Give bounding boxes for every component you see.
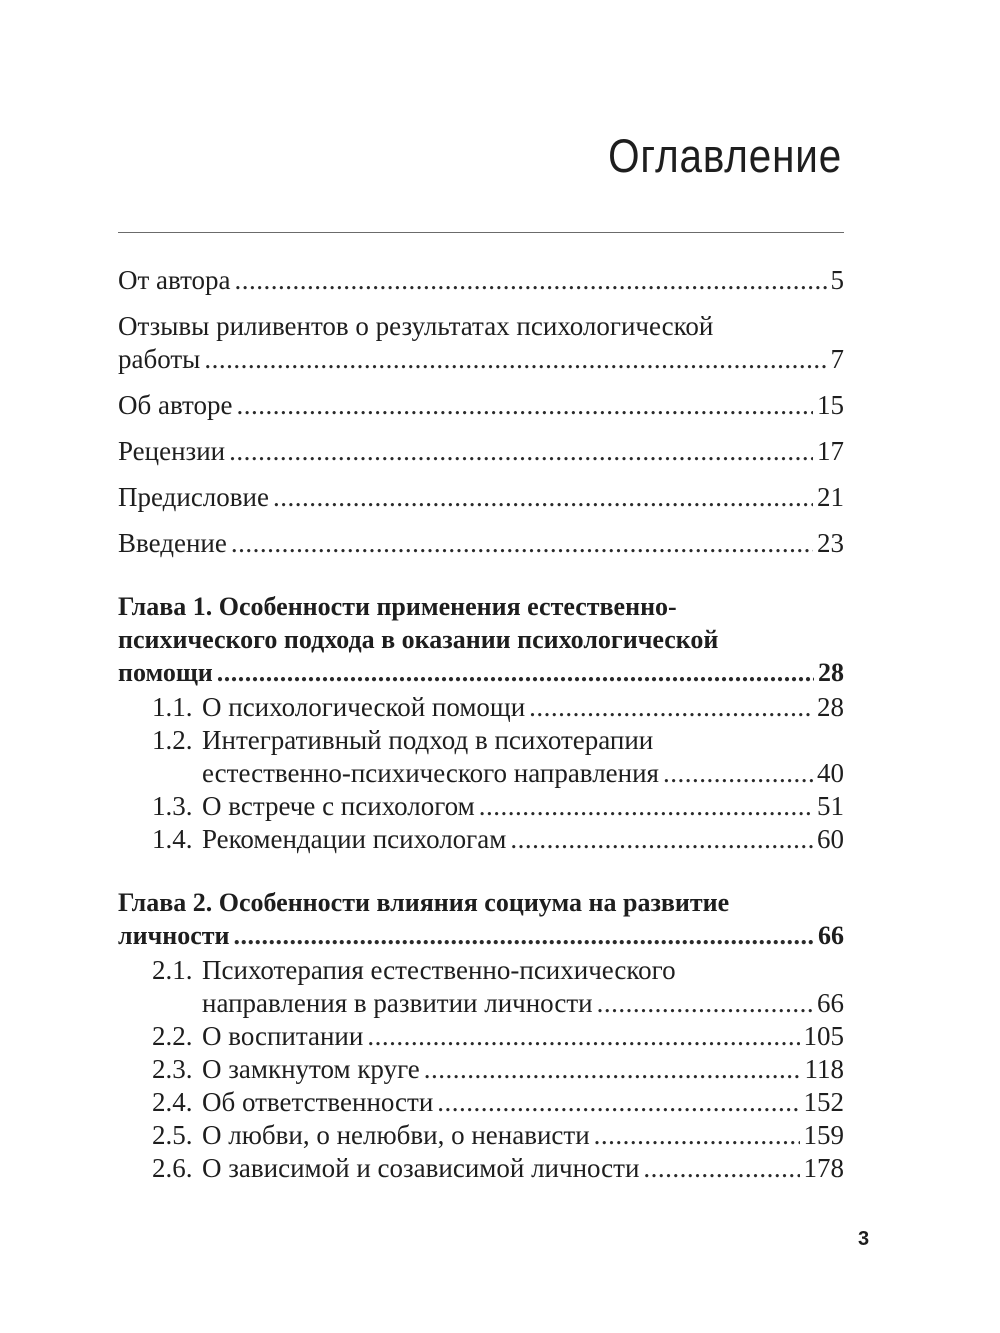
section-title: естественно-психического направления xyxy=(202,758,659,788)
section-page: 118 xyxy=(804,1054,844,1084)
toc-entry-about-author[interactable] xyxy=(118,389,844,422)
page-title: Оглавление xyxy=(608,129,842,182)
toc-section-1-3[interactable] xyxy=(118,790,844,823)
section-number: 1.4. xyxy=(152,824,193,854)
section-number: 2.6. xyxy=(152,1153,193,1183)
section-page: 105 xyxy=(803,1021,844,1051)
toc-section-1-2[interactable] xyxy=(118,724,844,790)
toc-entry-page: 21 xyxy=(817,482,844,512)
chapter-title-line: Глава 2. Особенности влияния социума на развитие xyxy=(118,888,730,917)
section-number: 2.3. xyxy=(152,1054,193,1084)
dot-leader xyxy=(424,1053,801,1086)
toc-entry-title: Рецензии xyxy=(118,436,226,466)
dot-leader xyxy=(594,1119,800,1152)
section-number: 2.1. xyxy=(152,955,193,985)
dot-leader xyxy=(236,389,813,422)
section-number: 2.5. xyxy=(152,1120,193,1150)
section-title: О замкнутом круге xyxy=(202,1054,420,1084)
toc-section-2-4[interactable] xyxy=(118,1086,844,1119)
dot-leader xyxy=(510,823,813,856)
section-number: 1.2. xyxy=(152,725,193,755)
section-title: О психологической помощи xyxy=(202,692,526,722)
toc-entry-title: Предисловие xyxy=(118,482,269,512)
dot-leader xyxy=(367,1020,799,1053)
section-title: О воспитании xyxy=(202,1021,364,1051)
toc-entry-page: 23 xyxy=(817,528,844,558)
toc-entry-reviews[interactable] xyxy=(118,435,844,468)
toc-entry-page: 15 xyxy=(817,390,844,420)
toc-entry-from-author[interactable] xyxy=(118,264,844,297)
title-divider xyxy=(118,232,844,233)
toc-chapter-1[interactable] xyxy=(118,590,844,689)
chapter-title-line: Глава 1. Особенности применения естественно- xyxy=(118,592,677,621)
toc-section-2-2[interactable] xyxy=(118,1020,844,1053)
toc-entry-reviews-of-clients[interactable] xyxy=(118,310,844,376)
toc-section-2-5[interactable] xyxy=(118,1119,844,1152)
section-number: 2.4. xyxy=(152,1087,193,1117)
section-title: О любви, о нелюбви, о ненависти xyxy=(202,1120,590,1150)
section-page: 178 xyxy=(803,1153,844,1183)
section-page: 60 xyxy=(817,824,844,854)
toc-entry-title-line: Отзывы риливентов о результатах психологической xyxy=(118,311,714,341)
section-title-line: Интегративный подход в психотерапии xyxy=(202,725,654,755)
toc-section-2-1[interactable] xyxy=(118,954,844,1020)
section-title: направления в развитии личности xyxy=(202,988,593,1018)
chapter-page: 66 xyxy=(818,921,844,950)
chapter-title: личности xyxy=(118,921,230,950)
toc-entry-page: 7 xyxy=(830,344,844,374)
toc-chapter-2[interactable] xyxy=(118,886,844,952)
toc-entry-page: 17 xyxy=(817,436,844,466)
section-title: О встрече с психологом xyxy=(202,791,475,821)
section-title-line: Психотерапия естественно-психического xyxy=(202,955,676,985)
toc-entry-page: 5 xyxy=(830,265,844,295)
toc-section-2-6[interactable] xyxy=(118,1152,844,1185)
section-page: 152 xyxy=(803,1087,844,1117)
section-number: 1.1. xyxy=(152,692,193,722)
toc-entry-title: Введение xyxy=(118,528,227,558)
section-page: 51 xyxy=(817,791,844,821)
dot-leader xyxy=(643,1152,799,1185)
dot-leader xyxy=(529,691,813,724)
dot-leader xyxy=(235,264,827,297)
chapter-title-line: психического подхода в оказании психологической xyxy=(118,625,719,654)
toc-entry-preface[interactable] xyxy=(118,481,844,514)
toc-section-1-1[interactable] xyxy=(118,691,844,724)
section-number: 1.3. xyxy=(152,791,193,821)
dot-leader xyxy=(597,987,813,1020)
page-number: 3 xyxy=(858,1228,870,1250)
chapter-title: помощи xyxy=(118,658,213,687)
toc-entry-title: работы xyxy=(118,344,201,374)
dot-leader xyxy=(273,481,813,514)
toc-entry-title: От автора xyxy=(118,265,231,295)
section-number: 2.2. xyxy=(152,1021,193,1051)
toc-section-1-4[interactable] xyxy=(118,823,844,856)
chapter-page: 28 xyxy=(818,658,844,687)
table-of-contents xyxy=(118,264,844,1185)
toc-entry-introduction[interactable] xyxy=(118,527,844,560)
dot-leader xyxy=(479,790,813,823)
toc-section-2-3[interactable] xyxy=(118,1053,844,1086)
dot-leader xyxy=(229,435,813,468)
toc-entry-title: Об авторе xyxy=(118,390,233,420)
dot-leader xyxy=(234,919,814,952)
section-title: Рекомендации психологам xyxy=(202,824,507,854)
dot-leader xyxy=(663,757,813,790)
section-title: О зависимой и созависимой личности xyxy=(202,1153,640,1183)
dot-leader xyxy=(217,656,814,689)
section-title: Об ответственности xyxy=(202,1087,434,1117)
dot-leader xyxy=(437,1086,799,1119)
section-page: 66 xyxy=(817,988,844,1018)
dot-leader xyxy=(204,343,826,376)
section-page: 159 xyxy=(803,1120,844,1150)
section-page: 40 xyxy=(817,758,844,788)
section-page: 28 xyxy=(817,692,844,722)
dot-leader xyxy=(231,527,813,560)
